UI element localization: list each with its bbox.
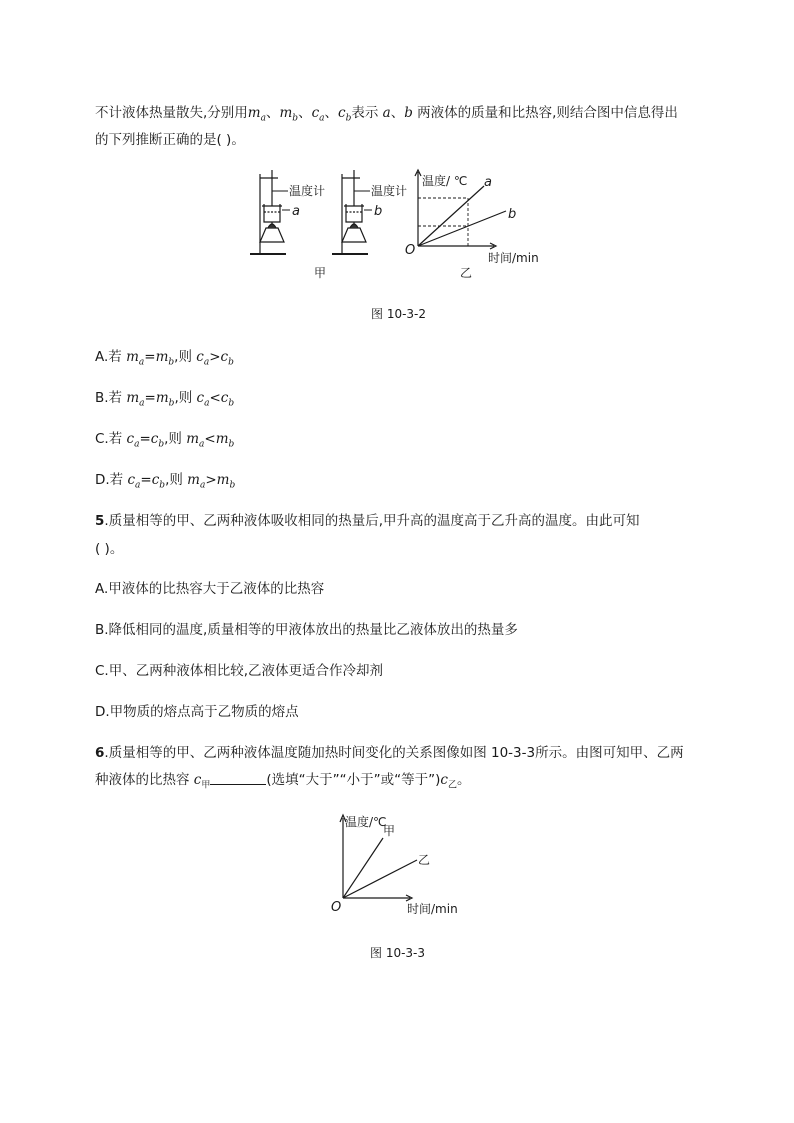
q5-stem-line-2: ( )。	[95, 541, 124, 557]
figure-label-yi: 乙	[460, 266, 473, 280]
line-a	[418, 186, 484, 246]
apparatus-jia	[250, 170, 290, 254]
line-yi	[343, 860, 417, 898]
thermometer-label-jia: 温度计	[289, 184, 326, 198]
q4-option-d[interactable]: D.若 $c_a=c_b$,则 $m_a>m_b$	[95, 472, 236, 491]
thermometer-label-b: 温度计	[371, 184, 408, 198]
q5-number: 5	[95, 513, 105, 529]
graph2-line-jia-label: 甲	[383, 824, 396, 838]
q4-option-a[interactable]: A.若 $m_a=m_b$,则 $c_a>c_b$	[95, 349, 234, 368]
figure-10-3-3-caption: 图 10-3-3	[370, 946, 426, 960]
q5-option-b[interactable]: B.降低相同的温度,质量相等的甲液体放出的热量比乙液体放出的热量多	[95, 622, 518, 638]
figure-10-3-2	[248, 166, 548, 282]
q4-option-c[interactable]: C.若 $c_a=c_b$,则 $m_a<m_b$	[95, 431, 235, 450]
graph2-origin: O	[331, 900, 342, 915]
graph1-line-a-label: a	[484, 175, 492, 190]
q4-stem-text-3: 两液体的质量和比热容,则结合图中信息得出	[417, 105, 678, 121]
graph2-line-yi-label: 乙	[418, 853, 431, 867]
line-b	[418, 211, 506, 246]
liquid-label-a: a	[292, 204, 300, 219]
graph2-y-axis-label: 温度/℃	[345, 815, 387, 829]
line-jia	[343, 838, 383, 898]
q4-stem-line-1: 不计液体热量散失,分别用$m_a$、$m_b$、$c_a$、$c_b$表示 a、b 两液体的质量和比热容,则结合图中信息得出	[95, 105, 678, 124]
q4-option-b[interactable]: B.若 $m_a=m_b$,则 $c_a<c_b$	[95, 390, 235, 409]
q5-option-a[interactable]: A.甲液体的比热容大于乙液体的比热容	[95, 581, 325, 597]
q6-answer-blank[interactable]	[210, 772, 266, 785]
figure-label-jia: 甲	[314, 266, 327, 280]
q5-option-c[interactable]: C.甲、乙两种液体相比较,乙液体更适合作冷却剂	[95, 663, 384, 679]
q6-number: 6	[95, 745, 105, 761]
graph1-line-b-label: b	[508, 207, 517, 222]
q6-stem-line-1: 6.质量相等的甲、乙两种液体温度随加热时间变化的关系图像如图 10-3-3所示。由图可知甲、乙两	[95, 745, 684, 761]
liquid-label-b: b	[374, 204, 383, 219]
q4-stem-line-2: 的下列推断正确的是( )。	[95, 132, 245, 148]
graph1-y-axis-label: 温度/ ℃	[422, 174, 468, 188]
apparatus-b	[332, 170, 372, 254]
q4-stem-text-1: 不计液体热量散失,分别用	[95, 105, 248, 121]
graph2-x-axis-label: 时间/min	[407, 902, 458, 916]
graph1-x-axis-label: 时间/min	[488, 251, 539, 265]
q5-stem-line-1: 5.质量相等的甲、乙两种液体吸收相同的热量后,甲升高的温度高于乙升高的温度。由此可知	[95, 513, 640, 529]
figure-10-3-2-caption: 图 10-3-2	[371, 307, 427, 321]
graph1-origin: O	[405, 243, 416, 258]
q6-stem-line-2: 种液体的比热容 $c_甲$ (选填“大于”“小于”或“等于$”)c_乙$。	[95, 772, 471, 791]
q5-option-d[interactable]: D.甲物质的熔点高于乙物质的熔点	[95, 704, 299, 720]
figure-10-3-3	[325, 810, 475, 920]
q4-stem-text-2: 表示	[351, 105, 379, 121]
